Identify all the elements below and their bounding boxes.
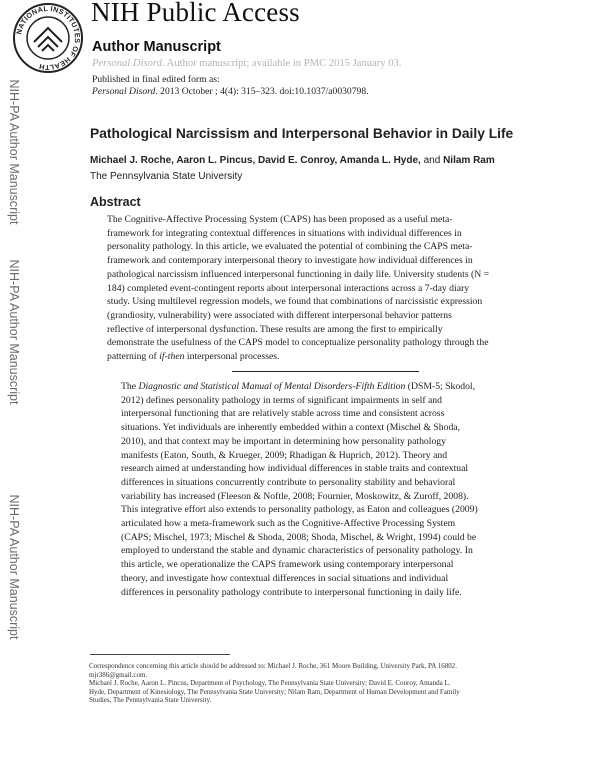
abstract-line: reflective of interpersonal dysfunction. These results are among the first to empirically [107, 323, 443, 335]
published-label: Published in final edited form as: [92, 74, 220, 85]
authors-last: Nilam Ram [443, 155, 495, 166]
intro-line: 2012) defines personality pathology in terms of significant impairments in self and [121, 394, 442, 406]
intro-line: differences in situations concurrently contribute to personality stability and behavioral [121, 476, 456, 488]
intro-line: manifests (Eaton, South, & Krueger, 2009; Rhadigan & Huprich, 2012). Theory and [121, 449, 448, 461]
availability-text: . Author manuscript; available in PMC 2015 January 03. [161, 58, 402, 69]
intro-line: variability has increased (Fleeson & Noftle, 2008; Fournier, Moskowitz, & Zuroff, 2008). [121, 490, 469, 502]
intro-line: 2010), and that context may be important in determining how personality pathology [121, 435, 446, 447]
footnote-email[interactable]: mjr386@gmail.com. [89, 670, 148, 679]
nih-seal-logo [12, 2, 84, 74]
author-manuscript-label: Author Manuscript [92, 39, 221, 55]
footnote-line: Correspondence concerning this article should be addressed to: Michael J. Roche, 361 Moore Building, University Park, PA 16802. [89, 662, 457, 670]
side-banner-middle: NIH-PA Author Manuscript [7, 259, 21, 405]
introduction-body [121, 380, 551, 599]
intro-line: differences in personality pathology contribute to interpersonal functioning in daily life. [121, 586, 462, 598]
article-title: Pathological Narcissism and Interpersonal Behavior in Daily Life [90, 126, 514, 141]
intro-line: situations. Yet individuals are inherently embedded within a context (Mischel & Shoda, [121, 422, 461, 434]
footnote-divider [90, 654, 230, 655]
intro-line: articulated how a meta-framework such as the Cognitive-Affective Processing System [121, 518, 456, 530]
intro-line: this article, we operationalize the CAPS framework using contemporary interpersonal [121, 559, 454, 571]
footnote-line: Hyde, Department of Kinesiology, The Pennsylvania State University; Nilam Ram, Department of Human Development and Family [89, 687, 460, 696]
authors-conjunction: and [420, 155, 444, 166]
footnotes [89, 662, 569, 705]
intro-line: employed to understand the stable and dynamic characteristics of personality pathology. In [121, 545, 473, 557]
affiliation: The Pennsylvania State University [90, 171, 243, 182]
abstract-line: demonstrate the usefulness of the CAPS model to conceptualize personality pathology through the [107, 337, 489, 349]
abstract-body [107, 213, 547, 364]
intro-line-first: The Diagnostic and Statistical Manual of Mental Disorders-Fifth Edition (DSM-5; Skodol, [121, 381, 476, 392]
abstract-line-last: patterning of if-then interpersonal processes. [107, 351, 280, 363]
availability-note [92, 58, 401, 69]
intro-line: (CAPS; Mischel, 1973; Mischel & Shoda, 2008; Shoda, Mischel, & Wright, 1994) could be [121, 531, 477, 543]
abstract-line: framework for integrating contextual differences in situations with individual differences in [107, 227, 462, 239]
footnote-line: Michael J. Roche, Aaron L. Pincus, Department of Psychology, The Pennsylvania State University; David E. Conroy, Amanda L. [89, 679, 451, 688]
seal-ring-text: NATIONAL INSTITUTES OF HEALTH [14, 3, 83, 73]
side-banner-top: NIH-PA Author Manuscript [7, 79, 21, 225]
abstract-line: study. Using multilevel regression models, we found that combinations of narcissistic expression [107, 296, 483, 308]
abstract-line: The Cognitive-Affective Processing System (CAPS) has been proposed as a useful meta- [107, 214, 453, 225]
intro-line: theory, and investigate how contextual differences in social situations and individual [121, 572, 449, 584]
nih-public-access-title: NIH Public Access [91, 0, 300, 27]
abstract-line: personality pathology. In this article, we evaluated the potential of combining the CAPS meta- [107, 241, 473, 253]
seal-eagle-emblem [34, 28, 62, 51]
authors-main: Michael J. Roche, Aaron L. Pincus, David E. Conroy, Amanda L. Hyde, [90, 155, 421, 166]
citation-text: . 2013 October ; 4(4): 315–323. doi:10.1037/a0030798. [155, 86, 369, 97]
availability-journal: Personal Disord [92, 58, 162, 69]
intro-line: research aimed at understanding how individual differences in stable traits and contextual [121, 463, 469, 475]
citation[interactable] [92, 86, 369, 97]
footnote-line: Studies, The Pennsylvania State University. [89, 696, 212, 705]
intro-line: interpersonal functioning that are relatively stable across time and consistent across [121, 408, 445, 420]
abstract-heading: Abstract [90, 195, 141, 209]
abstract-line: pathological narcissism influenced interpersonal functioning in daily life. University students (N = [107, 268, 490, 280]
intro-line: This integrative effort also extends to personality pathology, as Eaton and colleagues (2009) [121, 504, 478, 516]
abstract-line: framework and contemporary interpersonal theory to investigate how individual differences in [107, 255, 473, 267]
section-divider [232, 371, 419, 372]
abstract-line: 184) completed event-contingent reports about interpersonal interactions across a 7-day diary [107, 282, 470, 294]
abstract-line: (grandiosity, vulnerability) were associated with different interpersonal behavior patterns [107, 309, 452, 321]
side-banner-bottom: NIH-PA Author Manuscript [7, 494, 21, 640]
author-list [90, 155, 495, 166]
citation-journal: Personal Disord [92, 86, 156, 97]
